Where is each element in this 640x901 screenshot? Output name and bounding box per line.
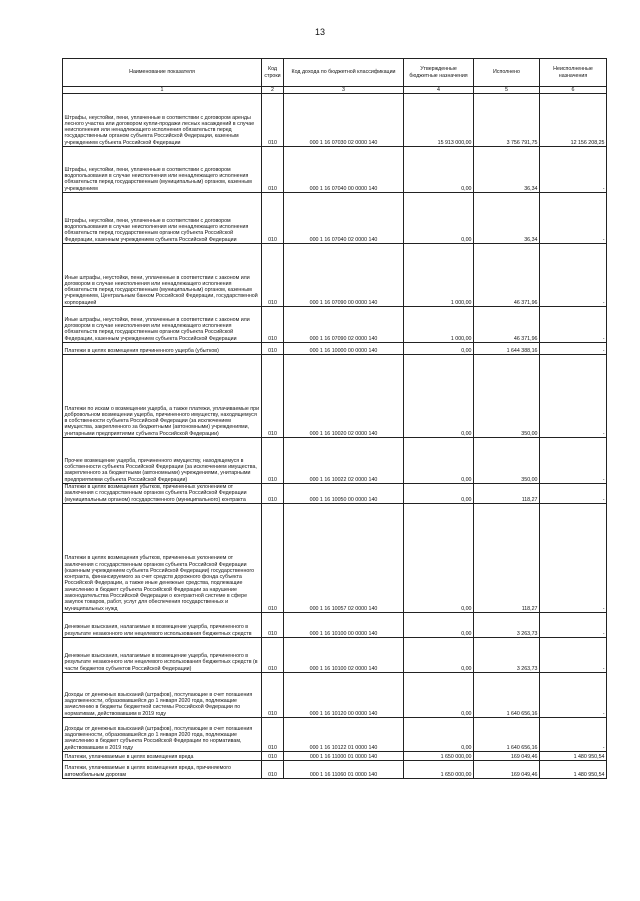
row-budget-code: 000 1 16 10122 01 0000 140 [284, 717, 404, 751]
row-name: Иные штрафы, неустойки, пени, уплаченные в соответствии с законом или договором в случае неисполнения или ненадлежащего исполнения обязательств перед государственным (муниципальным) органом, казенным учреждением, Центральным банком Российской Федерации, государственной корпорацией [63, 244, 262, 307]
row-unexecuted: 12 156 208,25 [540, 94, 607, 147]
row-name: Платежи в целях возмещения убытков, причиненных уклонением от заключения с государственным органом субъекта Российской Федерации (муниципальным органом) государственного (муниципального) контракта [63, 484, 262, 504]
row-budget-code: 000 1 16 07030 02 0000 140 [284, 94, 404, 147]
row-unexecuted: 1 480 950,54 [540, 751, 607, 760]
row-name: Прочее возмещение ущерба, причиненного имуществу, находящемуся в собственности субъекта Российской Федерации (за исключением имущества, закрепленного за бюджетными (автономными) учреждениями, унитарными предприятиями субъекта Российской Федерации) [63, 438, 262, 484]
row-name: Денежные взыскания, налагаемые в возмещение ущерба, причиненного в результате незаконного или нецелевого использования бюджетных средств [63, 612, 262, 637]
table-row [63, 343, 607, 355]
row-approved: 0,00 [404, 193, 474, 244]
row-line-code: 010 [262, 343, 284, 355]
row-unexecuted: - [540, 147, 607, 193]
row-executed: 3 263,73 [474, 637, 540, 672]
row-line-code: 010 [262, 612, 284, 637]
row-executed: 1 640 656,16 [474, 672, 540, 717]
row-unexecuted: - [540, 355, 607, 438]
row-budget-code: 000 1 16 10020 02 0000 140 [284, 355, 404, 438]
row-budget-code: 000 1 16 10022 02 0000 140 [284, 438, 404, 484]
table-row [63, 147, 607, 193]
row-name: Штрафы, неустойки, пени, уплаченные в соответствии с договором водопользования в случае неисполнения или ненадлежащего исполнения обязательств перед государственным (муниципальным) органом, казенным учреждением [63, 147, 262, 193]
row-name: Иные штрафы, неустойки, пени, уплаченные в соответствии с законом или договором в случае неисполнения или ненадлежащего исполнения обязательств перед государственным органом субъекта Российской Федерации, казенным учреждением субъекта Российской Федерации [63, 307, 262, 343]
table-row [63, 94, 607, 147]
row-approved: 1 000,00 [404, 307, 474, 343]
row-executed: 3 756 791,75 [474, 94, 540, 147]
row-name: Штрафы, неустойки, пени, уплаченные в соответствии с договором водопользования в случае неисполнения или ненадлежащего исполнения обязательств перед государственным органом субъекта Российской Федерации, казенным учреждением субъекта Российской Федерации [63, 193, 262, 244]
table-row [63, 355, 607, 438]
page-number: 13 [314, 27, 325, 37]
row-executed: 1 640 656,16 [474, 717, 540, 751]
column-number: 2 [262, 87, 284, 94]
column-number: 5 [474, 87, 540, 94]
row-unexecuted: - [540, 717, 607, 751]
row-name: Доходы от денежных взысканий (штрафов), поступающие в счет погашения задолженности, образовавшейся до 1 января 2020 года, подлежащие зачислению в бюджеты бюджетной системы Российской Федерации по нормативам, действовавшим в 2019 году [63, 672, 262, 717]
row-executed: 36,34 [474, 193, 540, 244]
row-executed: 169 049,46 [474, 760, 540, 778]
row-unexecuted: - [540, 307, 607, 343]
row-line-code: 010 [262, 244, 284, 307]
row-executed: 169 049,46 [474, 751, 540, 760]
row-executed: 350,00 [474, 355, 540, 438]
row-line-code: 010 [262, 307, 284, 343]
table-row [63, 244, 607, 307]
column-number-row [63, 87, 607, 94]
row-executed: 36,34 [474, 147, 540, 193]
row-line-code: 010 [262, 637, 284, 672]
row-executed: 1 644 388,16 [474, 343, 540, 355]
row-budget-code: 000 1 16 10100 00 0000 140 [284, 612, 404, 637]
row-approved: 0,00 [404, 503, 474, 612]
row-executed: 118,27 [474, 484, 540, 504]
table-body [63, 94, 607, 779]
row-budget-code: 000 1 16 10000 00 0000 140 [284, 343, 404, 355]
row-approved: 1 650 000,00 [404, 751, 474, 760]
column-number: 1 [63, 87, 262, 94]
row-line-code: 010 [262, 193, 284, 244]
row-unexecuted: - [540, 244, 607, 307]
table-row [63, 193, 607, 244]
row-name: Платежи по искам о возмещении ущерба, а также платежи, уплачиваемые при добровольном возмещении ущерба, причиненного имуществу, находящемуся в собственности субъекта Российской Федерации (за исключением имущества, закрепленного за бюджетными (автономными) учреждениями, унитарными предприятиями субъекта Российской Федерации) [63, 355, 262, 438]
row-line-code: 010 [262, 355, 284, 438]
row-unexecuted: - [540, 438, 607, 484]
row-line-code: 010 [262, 438, 284, 484]
row-budget-code: 000 1 16 07090 02 0000 140 [284, 307, 404, 343]
row-budget-code: 000 1 16 07040 02 0000 140 [284, 193, 404, 244]
row-budget-code: 000 1 16 10120 00 0000 140 [284, 672, 404, 717]
table-row [63, 612, 607, 637]
row-approved: 0,00 [404, 355, 474, 438]
row-budget-code: 000 1 16 07040 00 0000 140 [284, 147, 404, 193]
row-executed: 350,00 [474, 438, 540, 484]
row-approved: 0,00 [404, 717, 474, 751]
row-budget-code: 000 1 16 11060 01 0000 140 [284, 760, 404, 778]
column-number: 3 [284, 87, 404, 94]
row-line-code: 010 [262, 751, 284, 760]
row-name: Платежи, уплачиваемые в целях возмещения вреда [63, 751, 262, 760]
row-unexecuted: - [540, 612, 607, 637]
row-line-code: 010 [262, 147, 284, 193]
budget-report-table [62, 58, 607, 779]
column-number: 6 [540, 87, 607, 94]
header-line-code: Код строки [262, 59, 284, 87]
row-budget-code: 000 1 16 10057 02 0000 140 [284, 503, 404, 612]
row-unexecuted: - [540, 503, 607, 612]
header-budget-code: Код дохода по бюджетной классификации [284, 59, 404, 87]
header-approved: Утвержденные бюджетные назначения [404, 59, 474, 87]
row-executed: 46 371,96 [474, 244, 540, 307]
table-row [63, 717, 607, 751]
row-approved: 0,00 [404, 612, 474, 637]
table-row [63, 760, 607, 778]
row-unexecuted: - [540, 637, 607, 672]
row-line-code: 010 [262, 94, 284, 147]
row-executed: 3 263,73 [474, 612, 540, 637]
table-row [63, 637, 607, 672]
row-approved: 0,00 [404, 672, 474, 717]
row-name: Доходы от денежных взысканий (штрафов), поступающие в счет погашения задолженности, образовавшейся до 1 января 2020 года, подлежащие зачислению в бюджет субъекта Российской Федерации по нормативам, действовавшим в 2019 году [63, 717, 262, 751]
header-row [63, 59, 607, 87]
table-row [63, 307, 607, 343]
row-unexecuted: 1 480 950,54 [540, 760, 607, 778]
row-approved: 0,00 [404, 484, 474, 504]
table-row [63, 438, 607, 484]
row-approved: 0,00 [404, 343, 474, 355]
row-unexecuted: - [540, 343, 607, 355]
header-name: Наименование показателя [63, 59, 262, 87]
table-row [63, 503, 607, 612]
row-line-code: 010 [262, 672, 284, 717]
row-unexecuted: - [540, 672, 607, 717]
row-line-code: 010 [262, 484, 284, 504]
table-row [63, 484, 607, 504]
row-approved: 0,00 [404, 147, 474, 193]
row-executed: 46 371,96 [474, 307, 540, 343]
header-executed: Исполнено [474, 59, 540, 87]
row-approved: 15 913 000,00 [404, 94, 474, 147]
column-number: 4 [404, 87, 474, 94]
row-name: Денежные взыскания, налагаемые в возмещение ущерба, причиненного в результате незаконного или нецелевого использования бюджетных средств (в части бюджетов субъектов Российской Федерации) [63, 637, 262, 672]
row-line-code: 010 [262, 717, 284, 751]
row-budget-code: 000 1 16 10100 02 0000 140 [284, 637, 404, 672]
row-unexecuted: - [540, 484, 607, 504]
row-approved: 0,00 [404, 637, 474, 672]
row-name: Штрафы, неустойки, пени, уплаченные в соответствии с договором аренды лесного участка или договором купли-продажи лесных насаждений в случае неисполнения или ненадлежащего исполнения обязательств перед государственным органом субъекта Российской Федерации, казенным учреждением субъекта Российской Федерации [63, 94, 262, 147]
table-row [63, 672, 607, 717]
row-budget-code: 000 1 16 07090 00 0000 140 [284, 244, 404, 307]
row-budget-code: 000 1 16 11000 01 0000 140 [284, 751, 404, 760]
row-name: Платежи в целях возмещения убытков, причиненных уклонением от заключения с государственным органом субъекта Российской Федерации (казенным учреждением субъекта Российской Федерации) государственного контракта, финансируемого за счет средств дорожного фонда субъекта Российской Федерации, а также иные денежные средства, подлежащие зачислению в бюджет субъекта Российской Федерации за нарушение законодательства Российской Федерации о контрактной системе в сфере закупок товаров, работ, услуг для обеспечения государственных и муниципальных нужд [63, 503, 262, 612]
row-line-code: 010 [262, 760, 284, 778]
row-name: Платежи в целях возмещения причиненного ущерба (убытков) [63, 343, 262, 355]
row-budget-code: 000 1 16 10050 00 0000 140 [284, 484, 404, 504]
row-name: Платежи, уплачиваемые в целях возмещения вреда, причиняемого автомобильным дорогам [63, 760, 262, 778]
row-executed: 118,27 [474, 503, 540, 612]
row-line-code: 010 [262, 503, 284, 612]
row-approved: 1 650 000,00 [404, 760, 474, 778]
row-approved: 1 000,00 [404, 244, 474, 307]
row-approved: 0,00 [404, 438, 474, 484]
table-row [63, 751, 607, 760]
row-unexecuted: - [540, 193, 607, 244]
header-unexecuted: Неисполненные назначения [540, 59, 607, 87]
